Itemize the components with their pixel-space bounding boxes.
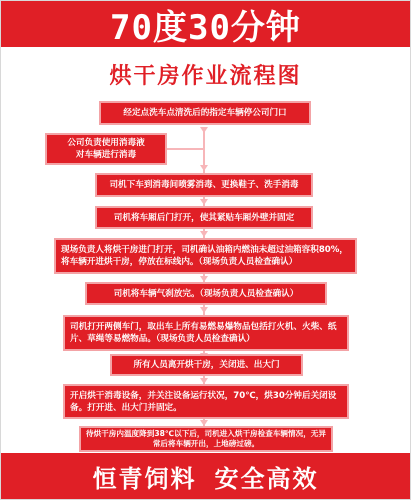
arrow-6-icon <box>200 307 208 313</box>
arrow-4-icon <box>200 231 208 237</box>
step-5-box: 现场负责人将烘干房进门打开，司机确认油箱内燃油未超过油箱容积80%，将车辆开进烘干房，停放在标线内。（现场负责人员检查确认） <box>54 238 357 274</box>
step-6-box: 司机将车辆气刹放完。（现场负责人员检查确认） <box>85 282 327 305</box>
step-10-box: 待烘干房内温度降到38℃以下后，司机进入烘干房检查车辆情况，无异常后将车辆开出，上地磅过磅。 <box>79 426 333 452</box>
footer-slogan: 安全高效 <box>214 464 319 493</box>
flowchart <box>1 1 410 499</box>
step-8-box: 所有人员离开烘干房，关闭进、出大门 <box>110 354 303 376</box>
step-2-box: 公司负责使用消毒液 对车辆进行消毒 <box>45 133 167 165</box>
side-branch-connector <box>165 148 203 150</box>
arrow-3-icon <box>200 199 208 205</box>
step-1-box: 经定点洗车点清洗后的指定车辆停公司门口 <box>99 101 311 125</box>
flowchart-title: 烘干房作业流程图 <box>109 64 302 89</box>
step-9-box: 开启烘干消毒设备，并关注设备运行状况，70℃，烘30分钟后关闭设备。打开进、出大门并固定。 <box>63 384 349 419</box>
step-7-box: 司机打开两侧车门，取出车上所有易燃易爆物品包括打火机、火柴、纸片、草绳等易燃物品。（现场负责人员检查确认） <box>63 315 349 351</box>
arrow-2-icon <box>200 165 208 171</box>
step-3-box: 司机下车到消毒间喷雾消毒、更换鞋子、洗手消毒 <box>95 173 313 197</box>
poster-title: 70度30分钟 <box>110 7 301 48</box>
arrow-1-icon <box>200 127 208 133</box>
step-4-box: 司机将车厢后门打开，使其紧贴车厢外壁并固定 <box>95 206 313 229</box>
footer-banner <box>1 453 410 499</box>
footer-company: 恒青饲料 <box>92 464 197 493</box>
